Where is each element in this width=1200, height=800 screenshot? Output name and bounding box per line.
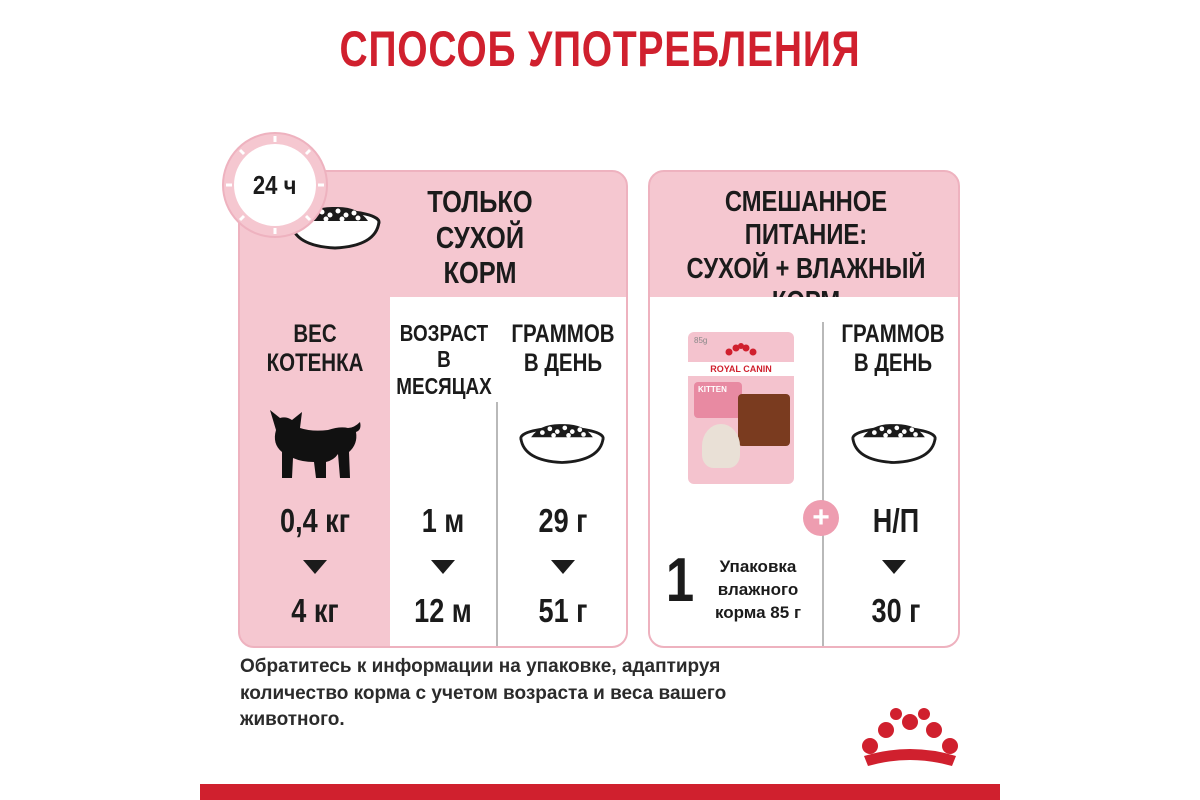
arrow-down-icon bbox=[431, 560, 455, 574]
clock-icon bbox=[222, 132, 328, 238]
page-title: СПОСОБ УПОТРЕБЛЕНИЯ bbox=[339, 21, 861, 77]
pouch-weight: 85g bbox=[694, 336, 708, 345]
grams-header bbox=[510, 320, 617, 378]
bottom-red-bar bbox=[200, 784, 1000, 800]
mixed-food-panel bbox=[648, 170, 960, 648]
wet-pack-text bbox=[698, 556, 818, 625]
header-line: ВЕС bbox=[293, 320, 337, 348]
grams-to: 51 г bbox=[538, 592, 588, 629]
pouch-product: KITTEN bbox=[698, 385, 727, 394]
footnote-line: количество корма с учетом возраста и веса вашего bbox=[240, 682, 727, 704]
header-line: КОТЕНКА bbox=[266, 348, 364, 377]
plus-symbol: + bbox=[812, 501, 830, 534]
wet-pack-count: 1 bbox=[665, 546, 695, 615]
dry-food-panel bbox=[238, 170, 628, 648]
pouch-kitten-image bbox=[702, 424, 740, 468]
column-divider bbox=[496, 402, 498, 648]
food-bowl-icon bbox=[510, 412, 614, 470]
header-line: В ДЕНЬ bbox=[523, 348, 603, 377]
header-line: ГРАММОВ bbox=[841, 320, 945, 348]
pouch-brand: ROYAL CANIN bbox=[688, 362, 794, 376]
wet-pack-line: корма 85 г bbox=[714, 602, 802, 622]
mixed-grams-from: Н/П bbox=[872, 502, 920, 539]
weight-from: 0,4 кг bbox=[280, 502, 350, 539]
header-line: В ДЕНЬ bbox=[853, 348, 933, 377]
age-to: 12 м bbox=[414, 592, 472, 629]
arrow-down-icon bbox=[303, 560, 327, 574]
arrow-down-icon bbox=[551, 560, 575, 574]
wet-pack-line: Упаковка bbox=[719, 557, 797, 576]
mixed-grams-to: 30 г bbox=[871, 592, 921, 629]
heading-line: ТОЛЬКО bbox=[427, 184, 533, 219]
arrow-down-icon bbox=[882, 560, 906, 574]
age-header bbox=[392, 320, 497, 399]
dry-food-heading bbox=[406, 184, 554, 291]
wet-pack-line: влажного bbox=[717, 579, 799, 599]
crown-logo-icon bbox=[724, 342, 758, 358]
header-line: ВОЗРАСТ В bbox=[399, 320, 489, 373]
pouch-food-image bbox=[738, 394, 790, 446]
food-bowl-icon bbox=[842, 412, 946, 470]
pouch-label-block bbox=[694, 382, 742, 418]
grams-from: 29 г bbox=[538, 502, 588, 539]
timer-label: 24 ч bbox=[253, 169, 297, 200]
header-line: МЕСЯЦАХ bbox=[396, 372, 492, 399]
mixed-grams-header bbox=[836, 320, 949, 378]
heading-line: СУХОЙ + ВЛАЖНЫЙ bbox=[686, 252, 926, 285]
heading-line: СУХОЙ bbox=[435, 219, 525, 255]
product-pouch-image bbox=[688, 332, 794, 484]
footnote-line: животного. bbox=[240, 709, 345, 731]
plus-icon bbox=[803, 500, 839, 536]
footnote bbox=[240, 654, 840, 734]
weight-to: 4 кг bbox=[291, 592, 339, 629]
header-line: ГРАММОВ bbox=[511, 320, 615, 348]
royal-canin-crown-logo bbox=[856, 706, 964, 772]
clock-face bbox=[234, 144, 316, 226]
age-from: 1 м bbox=[421, 502, 465, 539]
kitten-silhouette-icon bbox=[262, 404, 366, 482]
weight-header bbox=[254, 320, 377, 378]
column-divider bbox=[822, 322, 824, 648]
heading-line: КОРМ bbox=[443, 255, 517, 291]
heading-line: СМЕШАННОЕ ПИТАНИЕ: bbox=[724, 186, 888, 252]
footnote-line: Обратитесь к информации на упаковке, адаптируя bbox=[240, 656, 721, 677]
